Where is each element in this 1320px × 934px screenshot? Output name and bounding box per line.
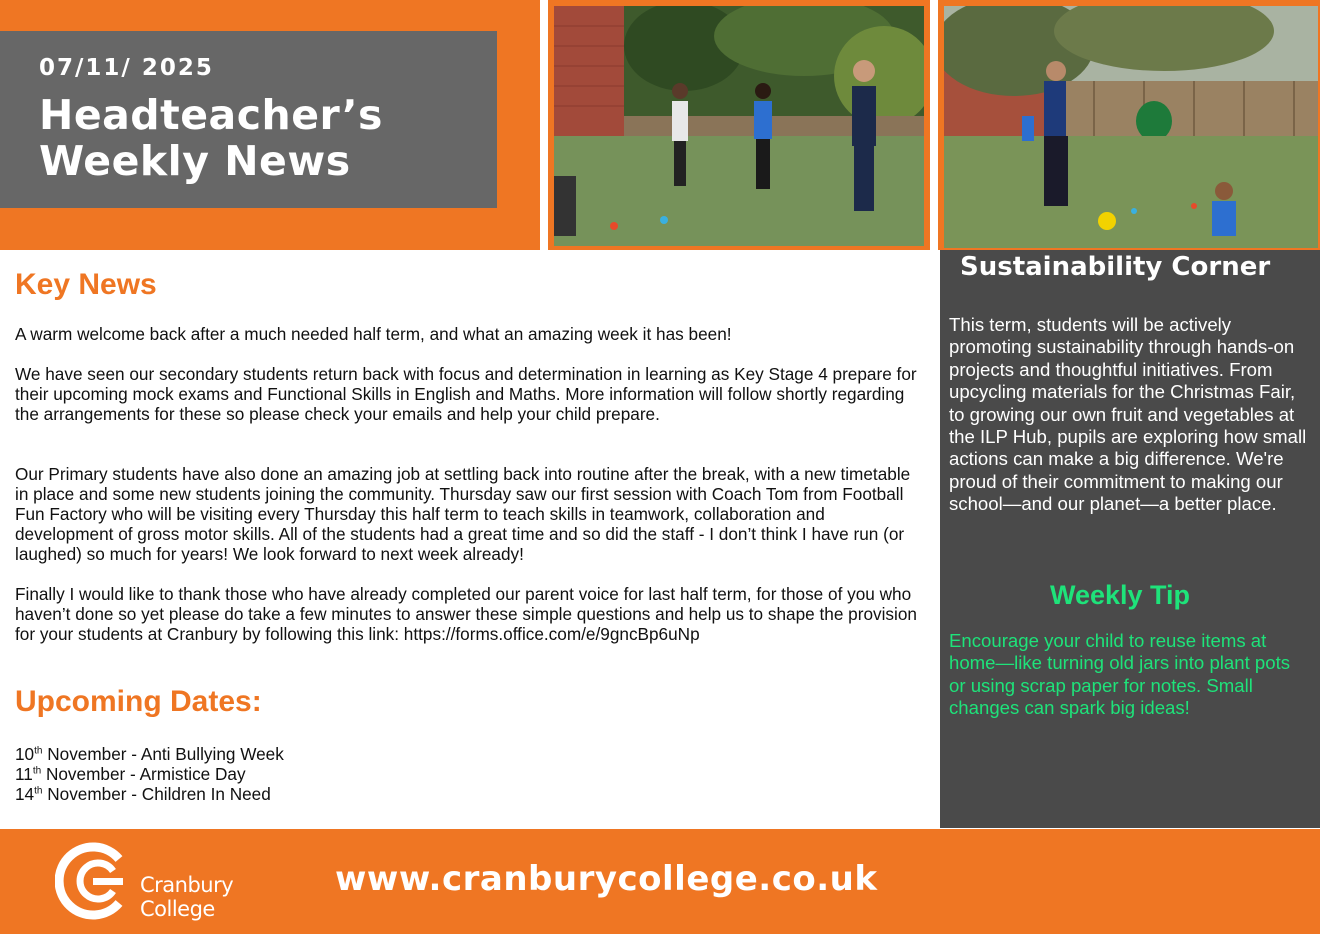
key-news-paragraph-3: Our Primary students have also done an amazing job at settling back into routine after the break, with a new timetable in place and some new students joining the community. Thursday saw our first session with Coach Tom from Football Fun Factory who will be visiting every Thursday this half term to teach skills in teamwork, collaboration and development of gross motor skills. All of the students had a great time and so did the staff - I don’t think I have run (or laughed) so much for years! We look forward to next week already! bbox=[15, 464, 911, 564]
date-item: 14th November - Children In Need bbox=[15, 784, 271, 804]
football-session-photo-2 bbox=[944, 6, 1318, 248]
weekly-tip-text: Encourage your child to reuse items at home—like turning old jars into plant pots or using scrap paper for notes. Small changes can spark big ideas! bbox=[949, 630, 1291, 719]
football-session-photo-1 bbox=[554, 6, 924, 246]
sustainability-text: This term, students will be actively promoting sustainability through hands-on projects and thoughtful initiatives. From upcycling materials for the Christmas Fair, to growing our own fruit and vegetables at the ILP Hub, pupils are exploring how small actions can make a big difference. We're proud of their commitment to making our school—and our planet—a better place. bbox=[949, 314, 1307, 515]
upcoming-dates-heading: Upcoming Dates: bbox=[15, 685, 262, 718]
cranbury-logo-icon bbox=[55, 841, 135, 921]
key-news-paragraph-1: A warm welcome back after a much needed half term, and what an amazing week it has been! bbox=[15, 324, 732, 344]
website-url-link[interactable]: www.cranburycollege.co.uk bbox=[335, 859, 878, 899]
newsletter-title: Headteacher’s Weekly News bbox=[39, 91, 383, 185]
key-news-paragraph-4: Finally I would like to thank those who have already completed our parent voice for last half term, for those of you who haven’t done so yet please do take a few minutes to answer these simple questions and help us to shape the provision for your students at Cranbury by following this link: https://forms.office.com/e/9gncBp6uNp bbox=[15, 584, 917, 644]
upcoming-dates-list bbox=[15, 744, 284, 804]
footer bbox=[0, 829, 1320, 934]
key-news-paragraph-2: We have seen our secondary students return back with focus and determination in learning as Key Stage 4 prepare for their upcoming mock exams and Functional Skills in English and Maths. More information will follow shortly regarding the arrangements for these so please check your emails and help your child prepare. bbox=[15, 364, 917, 424]
sustainability-heading: Sustainability Corner bbox=[960, 252, 1271, 282]
date-item: 11th November - Armistice Day bbox=[15, 764, 246, 784]
photo-frame-2 bbox=[938, 0, 1320, 250]
weekly-tip-heading: Weekly Tip bbox=[1049, 580, 1191, 610]
sustainability-sidebar bbox=[940, 250, 1320, 828]
key-news-heading: Key News bbox=[15, 268, 157, 301]
issue-date: 07/11/ 2025 bbox=[39, 55, 214, 81]
photo-frame-1 bbox=[548, 0, 930, 250]
logo-text: Cranbury College bbox=[140, 873, 234, 921]
date-item: 10th November - Anti Bullying Week bbox=[15, 744, 284, 764]
